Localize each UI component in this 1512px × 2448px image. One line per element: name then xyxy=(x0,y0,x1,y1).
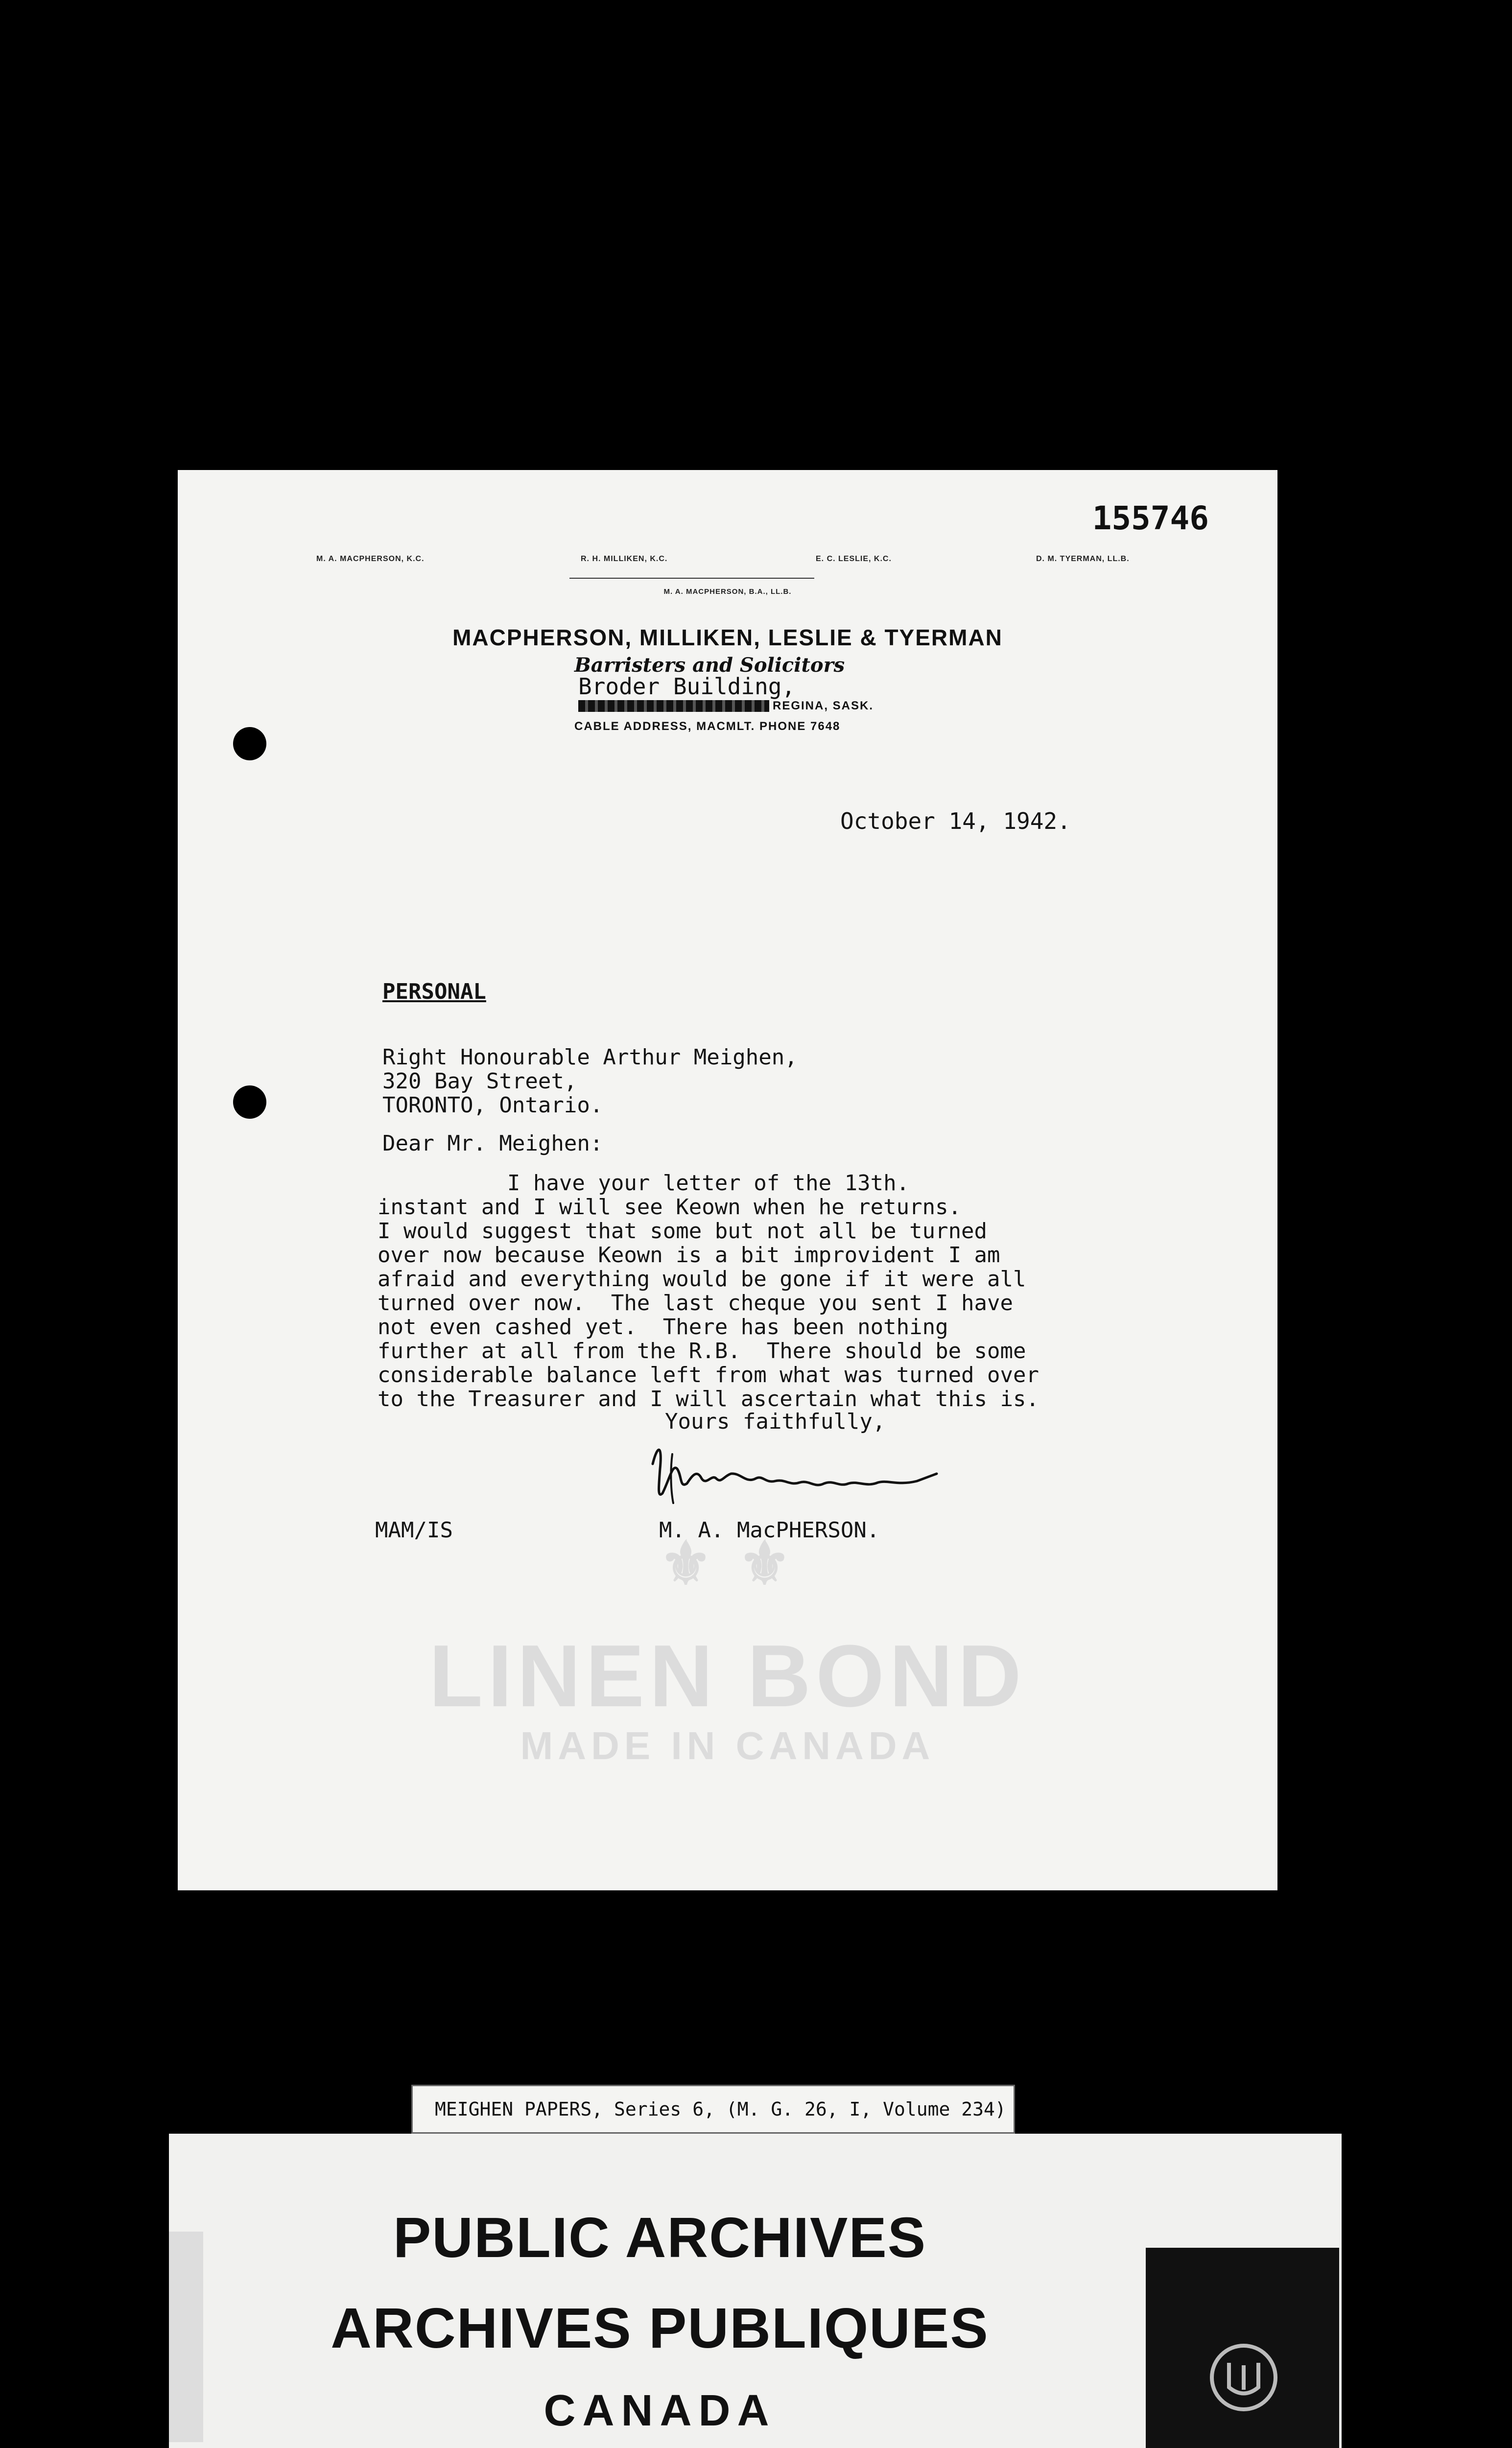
body-line: I would suggest that some but not all be turned xyxy=(378,1219,988,1244)
salutation: Dear Mr. Meighen: xyxy=(382,1131,603,1156)
firm-cable-address: CABLE ADDRESS, MACMLT. PHONE 7648 xyxy=(574,720,841,733)
document-number: 155746 xyxy=(1092,499,1209,537)
partner-name: R. H. MILLIKEN, K.C. xyxy=(581,555,668,563)
address-line: TORONTO, Ontario. xyxy=(382,1093,603,1118)
archive-reference-slip xyxy=(411,2085,1015,2134)
body-line: over now because Keown is a bit improvident I am xyxy=(378,1243,1000,1268)
signer-name: M. A. MacPHERSON. xyxy=(659,1518,880,1543)
recipient-address xyxy=(382,1045,798,1117)
body-line: considerable balance left from what was turned over xyxy=(378,1363,1040,1388)
archive-country: CANADA xyxy=(543,2386,776,2435)
firm-subtitle: Barristers and Solicitors xyxy=(574,654,845,677)
archive-seal-icon xyxy=(1207,2341,1280,2414)
address-line: Right Honourable Arthur Meighen, xyxy=(382,1045,798,1070)
punch-hole xyxy=(233,1085,266,1119)
letter-date: October 14, 1942. xyxy=(840,808,1071,834)
partner-name: D. M. TYERMAN, LL.B. xyxy=(1036,555,1130,563)
firm-name: MACPHERSON, MILLIKEN, LESLIE & TYERMAN xyxy=(452,625,1003,650)
letter-body xyxy=(378,1171,1039,1411)
firm-city: REGINA, SASK. xyxy=(773,699,874,712)
handwritten-signature xyxy=(643,1435,946,1508)
body-line: I have your letter of the 13th. xyxy=(378,1171,910,1196)
body-line: not even cashed yet. There has been nothing xyxy=(378,1315,948,1340)
body-line: turned over now. The last cheque you sent I have xyxy=(378,1291,1014,1316)
letterhead-divider xyxy=(569,578,814,579)
body-line: instant and I will see Keown when he returns. xyxy=(378,1195,962,1220)
firm-building: Broder Building, xyxy=(578,673,796,700)
archive-title-en: PUBLIC ARCHIVES xyxy=(393,2206,927,2269)
archive-card xyxy=(169,2134,1342,2448)
body-line: afraid and everything would be gone if it were all xyxy=(378,1267,1026,1292)
watermark-crest: ⚜ ⚜ xyxy=(659,1531,796,1597)
partner-name: M. A. MACPHERSON, K.C. xyxy=(316,555,425,563)
punch-hole xyxy=(233,727,266,760)
closing: Yours faithfully, xyxy=(665,1409,886,1434)
archive-title-fr: ARCHIVES PUBLIQUES xyxy=(331,2296,989,2360)
watermark-made-in: MADE IN CANADA xyxy=(520,1724,935,1767)
letterhead-partners xyxy=(178,555,1277,574)
archive-reference: MEIGHEN PAPERS, Series 6, (M. G. 26, I, Volume 234) xyxy=(435,2098,1006,2120)
watermark-linen-bond: LINEN BOND xyxy=(429,1627,1026,1725)
struck-out-text xyxy=(578,700,769,712)
typist-initials: MAM/IS xyxy=(375,1518,453,1543)
letter-page xyxy=(178,470,1277,1890)
archive-seal-block xyxy=(1146,2248,1339,2448)
partner-name: E. C. LESLIE, K.C. xyxy=(816,555,892,563)
address-line: 320 Bay Street, xyxy=(382,1069,577,1094)
body-line: further at all from the R.B. There should be some xyxy=(378,1339,1026,1364)
body-line: to the Treasurer and I will ascertain what this is. xyxy=(378,1387,1040,1412)
personal-marking: PERSONAL xyxy=(382,979,486,1004)
letterhead-associate: M. A. MACPHERSON, B.A., LL.B. xyxy=(663,588,792,596)
